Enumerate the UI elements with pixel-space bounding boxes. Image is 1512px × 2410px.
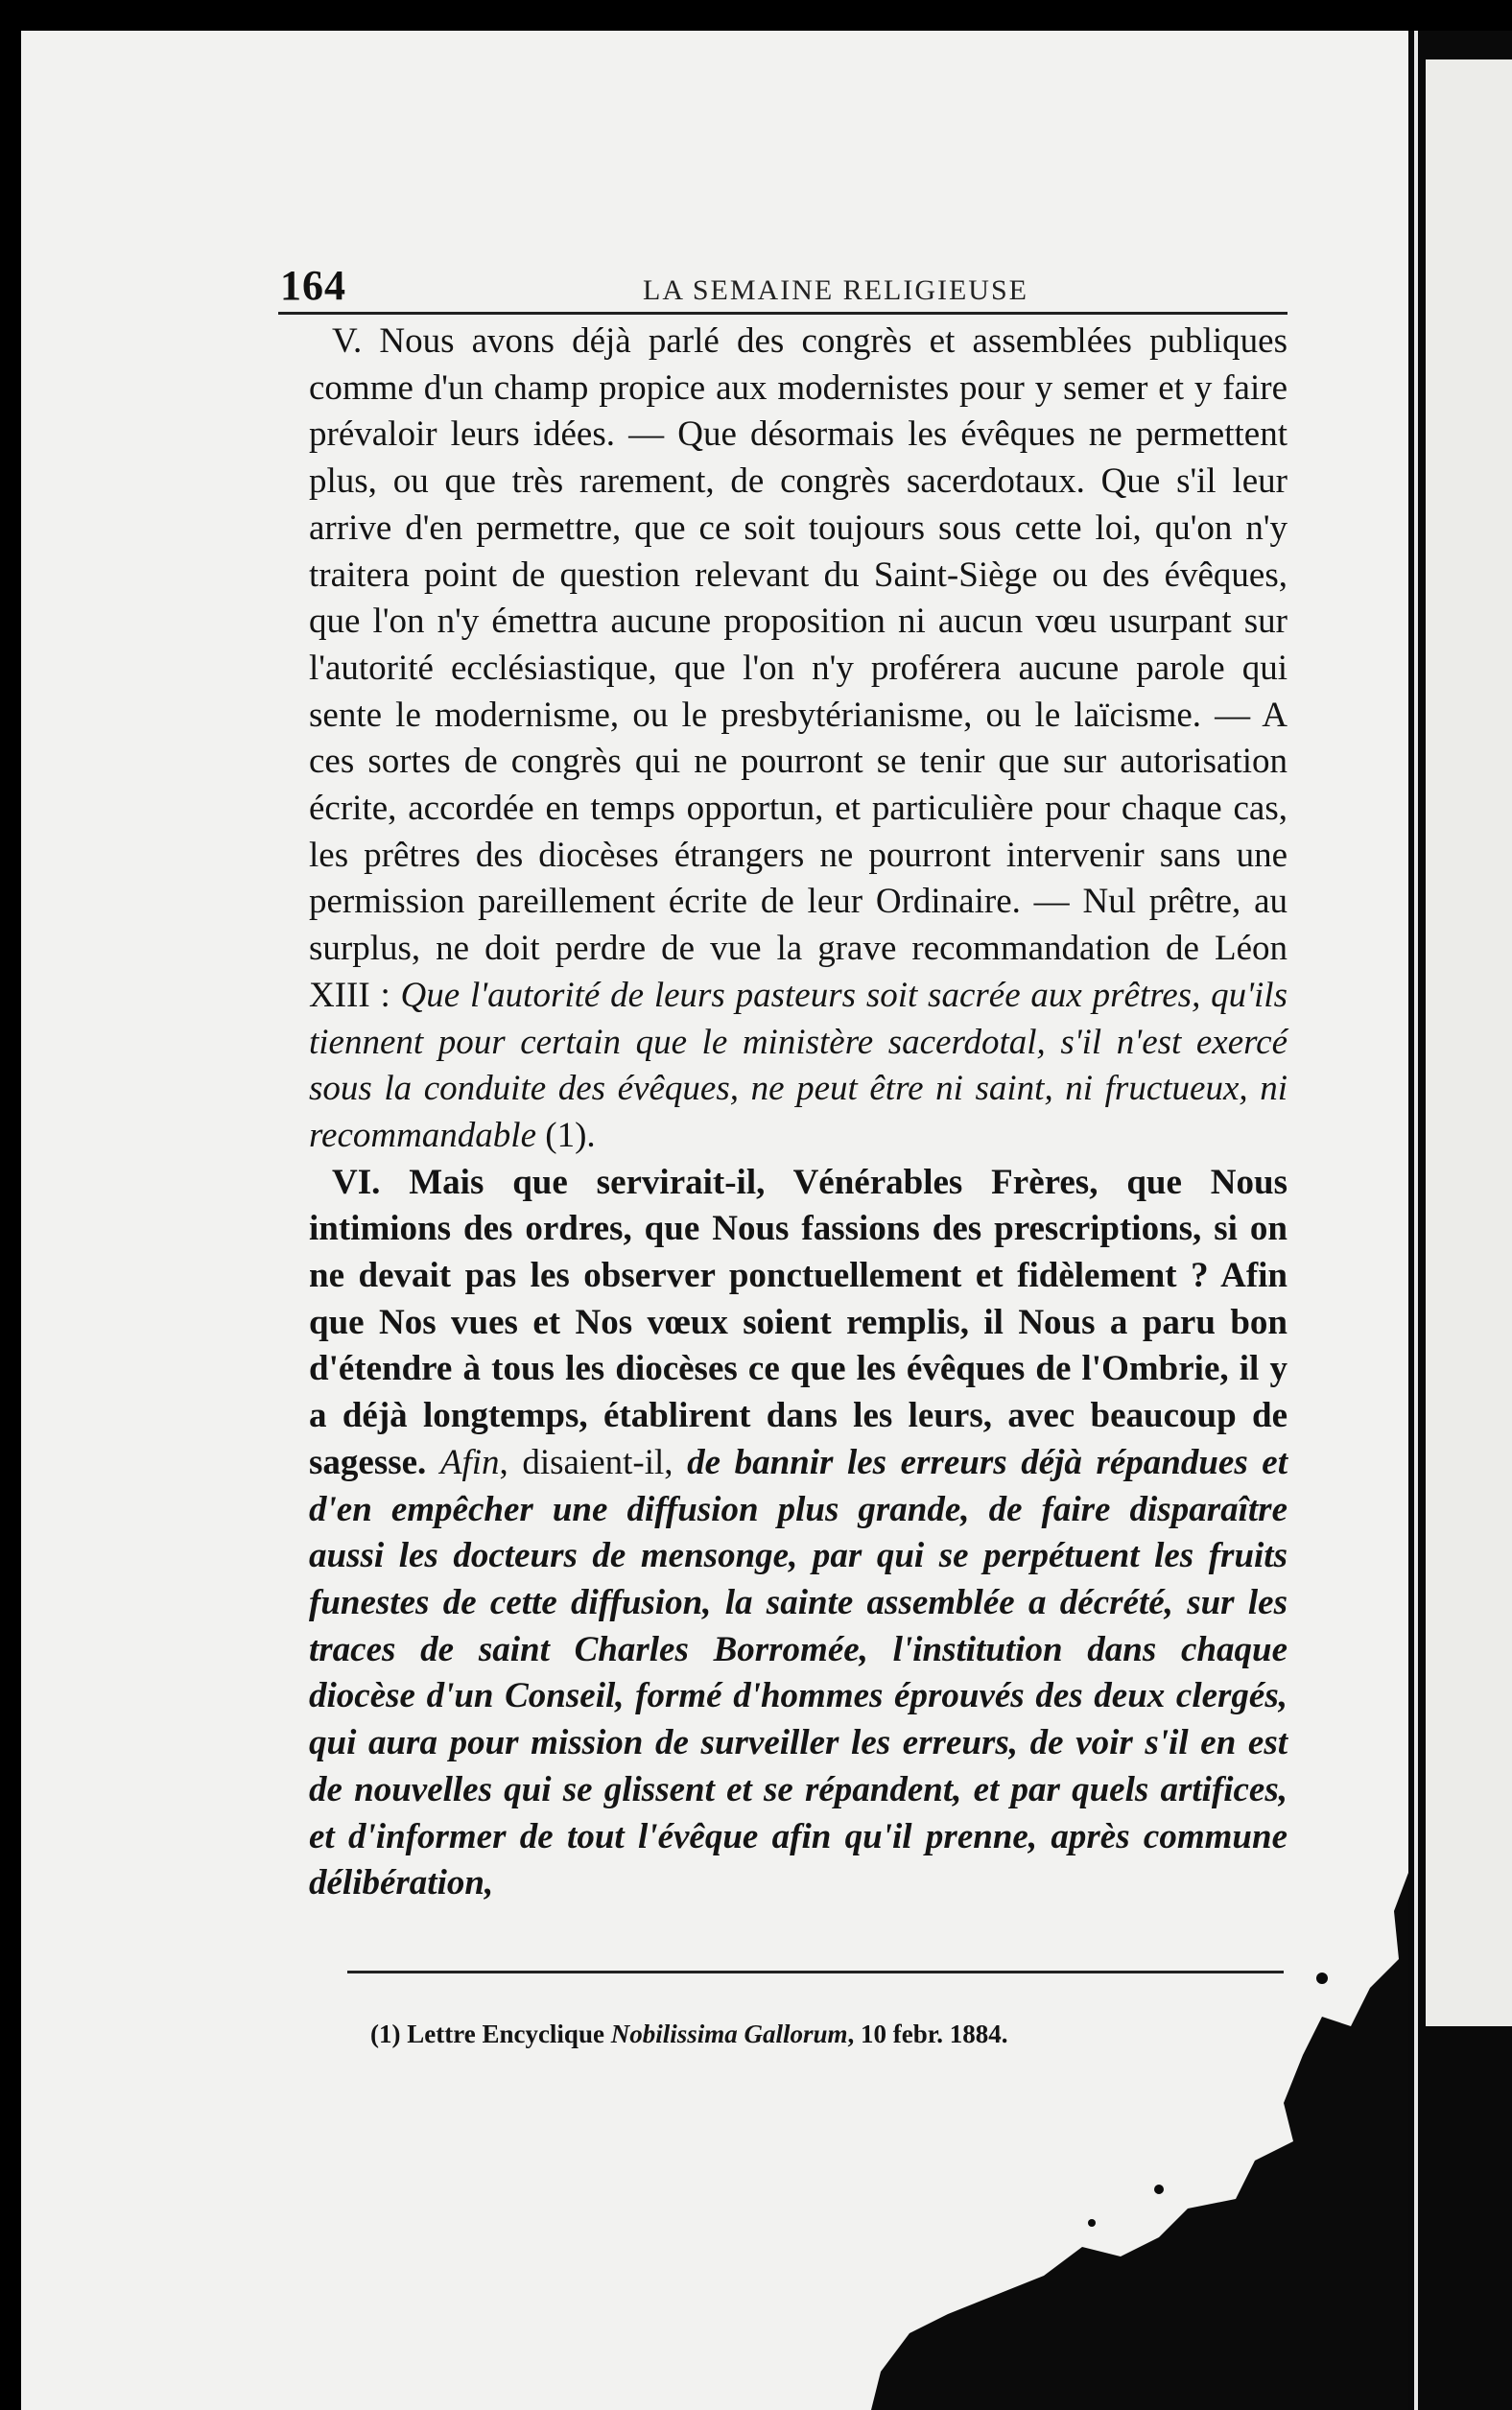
paragraph-v-text: V. Nous avons déjà parlé des congrès et assemblées publiques comme d'un champ propice aux modernistes pour y semer et y faire prévaloir leurs idées. — Que désormais les évêques ne permettent plus, ou que très rarement, de congrès sacerdotaux. Que s'il leur arrive d'en permettre, que ce soit toujours sous cette loi, qu'on n'y traitera point de question relevant du Saint-Siège ou des évêques, que l'on n'y émettra aucune proposition ni aucun vœu usurpant sur l'autorité ecclésiastique, que l'on n'y proférera aucune parole qui sente le modernisme, ou le presbytérianisme, ou le laïcisme. — A ces sortes de congrès qui ne pourront se tenir que sur autorisation écrite, accordée en temps opportun, et particulière pour chaque cas, les prêtres des diocèses étrangers ne pourront intervenir sans une permission pareillement écrite de leur Ordinaire. — Nul prêtre, au surplus, ne doit perdre de vue la grave recommandation de Léon XIII : xyxy=(309,321,1288,1015)
burn-damage xyxy=(871,1873,1408,2410)
scanned-page xyxy=(21,31,1408,2410)
paragraph-v-footnote-ref: (1). xyxy=(536,1115,596,1155)
page-number: 164 xyxy=(280,262,346,309)
running-title: LA SEMAINE RELIGIEUSE xyxy=(643,274,1028,306)
footnote-title: Nobilissima Gallorum xyxy=(610,2020,848,2048)
paragraph-v xyxy=(309,319,1288,1160)
page-edge-line xyxy=(1414,31,1418,2410)
paragraph-vi-quote: de bannir les erreurs déjà répandues et d'en empêcher une diffusion plus grande, de faire disparaître aussi les docteurs de mensonge, par qui se perpétuent les fruits funestes de cette diffusion, la sainte assemblée a décrété, sur les traces de saint Charles Borromée, l'institution dans chaque diocèse d'un Conseil, formé d'hommes éprouvés des deux clergés, qui aura pour mission de surveiller les erreurs, de voir s'il en est de nouvelles qui se glissent et se répandent, et par quels artifices, et d'informer de tout l'évêque afin qu'il prenne, après commune délibération, xyxy=(309,1442,1288,1903)
paragraph-v-quote: Que l'autorité de leurs pasteurs soit sacrée aux prêtres, qu'ils tiennent pour certain que le ministère sacerdotal, s'il n'est exercé sous la conduite des évêques, ne peut être ni saint, ni fructueux, ni recommandable xyxy=(309,975,1288,1155)
footnote-prefix: (1) Lettre Encyclique xyxy=(370,2020,611,2048)
header-rule xyxy=(278,312,1288,315)
page-header xyxy=(280,261,1297,309)
body-text xyxy=(309,319,1288,1907)
paragraph-vi-disaient: , disaient-il, xyxy=(499,1442,688,1482)
footnote-suffix: , 10 febr. 1884. xyxy=(847,2020,1008,2048)
paragraph-vi xyxy=(309,1160,1288,1907)
adjacent-page xyxy=(1426,59,1512,2026)
paragraph-vi-text: VI. Mais que servirait-il, Vénérables Frères, que Nous intimions des ordres, que Nous fassions des prescriptions, si on ne devait pas les observer ponctuellement et fidèlement ? Afin que Nos vues et Nos vœux soient remplis, il Nous a paru bon d'étendre à tous les diocèses ce que les évêques de l'Ombrie, il y a déjà longtemps, établirent dans les leurs, avec beaucoup de sagesse. xyxy=(309,1162,1288,1482)
paragraph-vi-afin: Afin xyxy=(439,1442,500,1482)
adjacent-page-edge xyxy=(1408,31,1512,2410)
